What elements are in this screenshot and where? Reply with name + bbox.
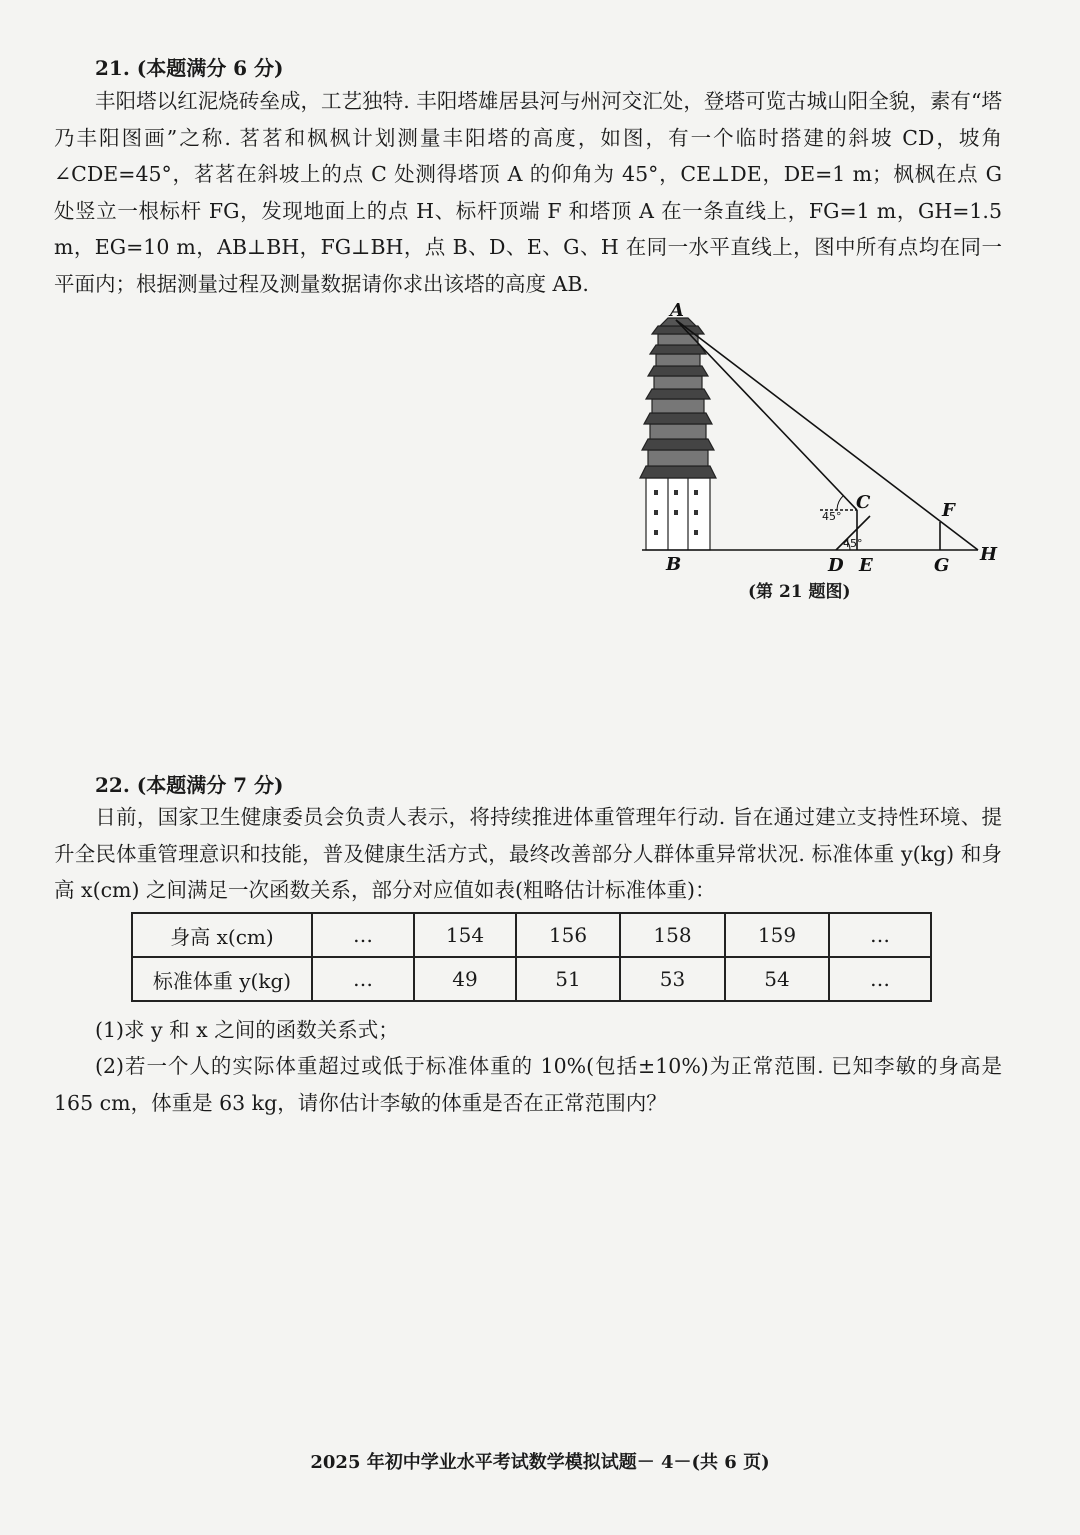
label-G: G xyxy=(934,555,950,576)
table-row xyxy=(132,913,931,957)
label-A: A xyxy=(670,300,684,321)
q22-sub2-line xyxy=(54,1048,1002,1121)
label-H: H xyxy=(980,544,998,565)
label-C: C xyxy=(856,492,871,513)
q22-paragraph: 日前，国家卫生健康委员会负责人表示，将持续推进体重管理年行动. 旨在通过建立支持性环境、提升全民体重管理意识和技能，普及健康生活方式，最终改善部分人群体重异常状况. 标准体重 y(kg) 和身高 x(cm) 之间满足一次函数关系，部分对应值如表(粗略估计标准体重)： xyxy=(54,805,1002,902)
q21-figure-caption: (第 21 题图) xyxy=(748,582,851,602)
label-F: F xyxy=(942,500,955,521)
label-E: E xyxy=(859,555,873,576)
table-cell: 156 xyxy=(516,913,620,957)
q22-sub2: (2)若一个人的实际体重超过或低于标准体重的 10%(包括±10%)为正常范围. 已知李敏的身高是 165 cm，体重是 63 kg，请你估计李敏的体重是否在正常范围内？ xyxy=(54,1054,1002,1115)
table-cell: … xyxy=(312,957,414,1001)
row-label-height: 身高 x(cm) xyxy=(132,913,312,957)
table-cell: … xyxy=(829,913,931,957)
table-cell: 158 xyxy=(620,913,725,957)
q22-text xyxy=(54,799,1002,909)
table-cell: 53 xyxy=(620,957,725,1001)
angle-arc-c xyxy=(837,496,843,510)
angle-label-d: 45° xyxy=(843,537,863,550)
angle-label-c: 45° xyxy=(822,510,842,523)
q21-paragraph: 丰阳塔以红泥烧砖垒成，工艺独特. 丰阳塔雄居县河与州河交汇处，登塔可览古城山阳全貌，素有“塔乃丰阳图画”之称. 茗茗和枫枫计划测量丰阳塔的高度，如图，有一个临时搭建的斜坡 CD，坡角∠CDE=45°，茗茗在斜坡上的点 C 处测得塔顶 A 的仰角为 45°，CE⊥DE，DE=1 m；枫枫在点 G 处竖立一根标杆 FG，发现地面上的点 H、标杆顶端 F 和塔顶 A 在一条直线上，FG=1 m，GH=1.5 m，EG=10 m，AB⊥BH，FG⊥BH，点 B、D、E、G、H 在同一水平直线上，图中所有点均在同一平面内；根据测量过程及测量数据请你求出该塔的高度 AB. xyxy=(54,89,1002,296)
table-cell: 154 xyxy=(414,913,516,957)
q22-sub1-line xyxy=(54,1012,1002,1049)
row-label-weight: 标准体重 y(kg) xyxy=(132,957,312,1001)
q21-text xyxy=(54,83,1002,302)
table-cell: 54 xyxy=(725,957,829,1001)
q21-figure xyxy=(630,300,1010,580)
q21-heading: 21. (本题满分 6 分) xyxy=(95,56,284,80)
height-weight-table xyxy=(131,912,932,1002)
table-cell: … xyxy=(312,913,414,957)
page-footer: 2025 年初中学业水平考试数学模拟试题－ 4－(共 6 页) xyxy=(310,1452,770,1473)
table-cell: 49 xyxy=(414,957,516,1001)
pagoda-drawing xyxy=(640,318,716,550)
table-row xyxy=(132,957,931,1001)
q22-sub1: (1)求 y 和 x 之间的函数关系式； xyxy=(95,1018,399,1042)
label-D: D xyxy=(828,555,844,576)
table-cell: … xyxy=(829,957,931,1001)
table-cell: 51 xyxy=(516,957,620,1001)
table-cell: 159 xyxy=(725,913,829,957)
label-B: B xyxy=(666,554,682,575)
q22-heading: 22. (本题满分 7 分) xyxy=(95,773,284,797)
